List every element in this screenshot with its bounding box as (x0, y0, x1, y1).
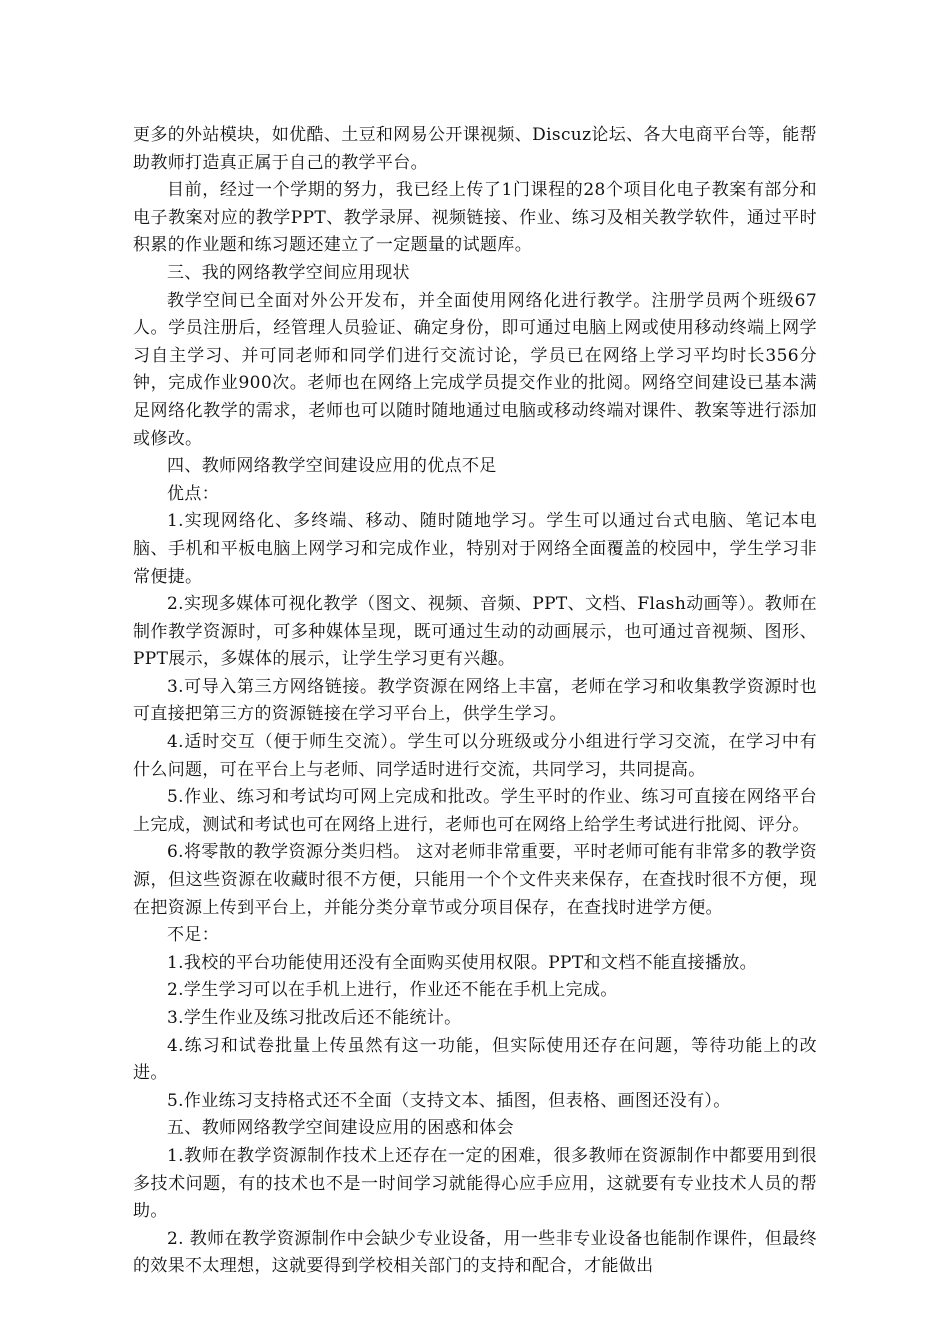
list-item: 6.将零散的教学资源分类归档。 这对老师非常重要，平时老师可能有非常多的教学资源，但这些资源在收藏时很不方便，只能用一个个文件夹来保存，在查找时很不方便，现在把资源上传到平台上，并能分类分章节或分项目保存，在查找时进学方便。 (133, 842, 817, 918)
paragraph: 更多的外站模块，如优酷、土豆和网易公开课视频、Discuz论坛、各大电商平台等，能帮助教师打造真正属于自己的教学平台。 (133, 125, 817, 173)
subheading: 优点： (167, 483, 220, 504)
paragraph: 教学空间已全面对外公开发布，并全面使用网络化进行教学。注册学员两个班级67人。学员注册后，经管理人员验证、确定身份，即可通过电脑上网或使用移动终端上网学习自主学习、并可同老师和同学们进行交流讨论，学员已在网络上学习平均时长356分钟，完成作业900次。老师也在网络上完成学员提交作业的批阅。网络空间建设已基本满足网络化教学的需求，老师也可以随时随地通过电脑或移动终端对课件、教案等进行添加或修改。 (133, 290, 817, 449)
list-item: 5.作业练习支持格式还不全面（支持文本、插图，但表格、画图还没有）。 (167, 1090, 731, 1111)
document-body (133, 122, 817, 1281)
list-item: 4.练习和试卷批量上传虽然有这一功能，但实际使用还存在问题，等待功能上的改进。 (133, 1035, 817, 1084)
list-item: 2.实现多媒体可视化教学（图文、视频、音频、PPT、文档、Flash动画等）。教师在制作教学资源时，可多种媒体呈现，既可通过生动的动画展示，也可通过音视频、图形、PPT展示，多媒体的展示，让学生学习更有兴趣。 (133, 594, 817, 670)
list-item: 3.学生作业及练习批改后还不能统计。 (167, 1008, 462, 1028)
list-item: 1.我校的平台功能使用还没有全面购买使用权限。PPT和文档不能直接播放。 (167, 952, 758, 973)
subheading: 不足： (167, 925, 220, 946)
list-item: 2.学生学习可以在手机上进行，作业还不能在手机上完成。 (167, 980, 618, 1001)
list-item: 2. 教师在教学资源制作中会缺少专业设备，用一些非专业设备也能制作课件，但最终的效果不太理想，这就要得到学校相关部门的支持和配合，才能做出 (133, 1228, 817, 1277)
list-item: 5.作业、练习和考试均可网上完成和批改。学生平时的作业、练习可直接在网络平台上完成，测试和考试也可在网络上进行，老师也可在网络上给学生考试进行批阅、评分。 (133, 787, 817, 835)
list-item: 4.适时交互（便于师生交流）。学生可以分班级或分小组进行学习交流，在学习中有什么问题，可在平台上与老师、同学适时进行交流，共同学习，共同提高。 (133, 732, 817, 780)
list-item: 3.可导入第三方网络链接。教学资源在网络上丰富，老师在学习和收集教学资源时也可直接把第三方的资源链接在学习平台上，供学生学习。 (133, 676, 817, 725)
section-heading: 四、教师网络教学空间建设应用的优点不足 (167, 456, 497, 477)
list-item: 1.实现网络化、多终端、移动、随时随地学习。学生可以通过台式电脑、笔记本电脑、手机和平板电脑上网学习和完成作业，特别对于网络全面覆盖的校园中，学生学习非常便捷。 (133, 511, 817, 587)
section-heading: 三、我的网络教学空间应用现状 (167, 262, 410, 283)
list-item: 1.教师在教学资源制作技术上还存在一定的困难，很多教师在资源制作中都要用到很多技术问题，有的技术也不是一时间学习就能得心应手应用，这就要有专业技术人员的帮助。 (133, 1145, 817, 1222)
paragraph: 目前，经过一个学期的努力，我已经上传了1门课程的28个项目化电子教案有部分和电子教案对应的教学PPT、教学录屏、视频链接、作业、练习及相关教学软件，通过平时积累的作业题和练习题还建立了一定题量的试题库。 (133, 180, 817, 256)
section-heading: 五、教师网络教学空间建设应用的困惑和体会 (167, 1118, 514, 1139)
